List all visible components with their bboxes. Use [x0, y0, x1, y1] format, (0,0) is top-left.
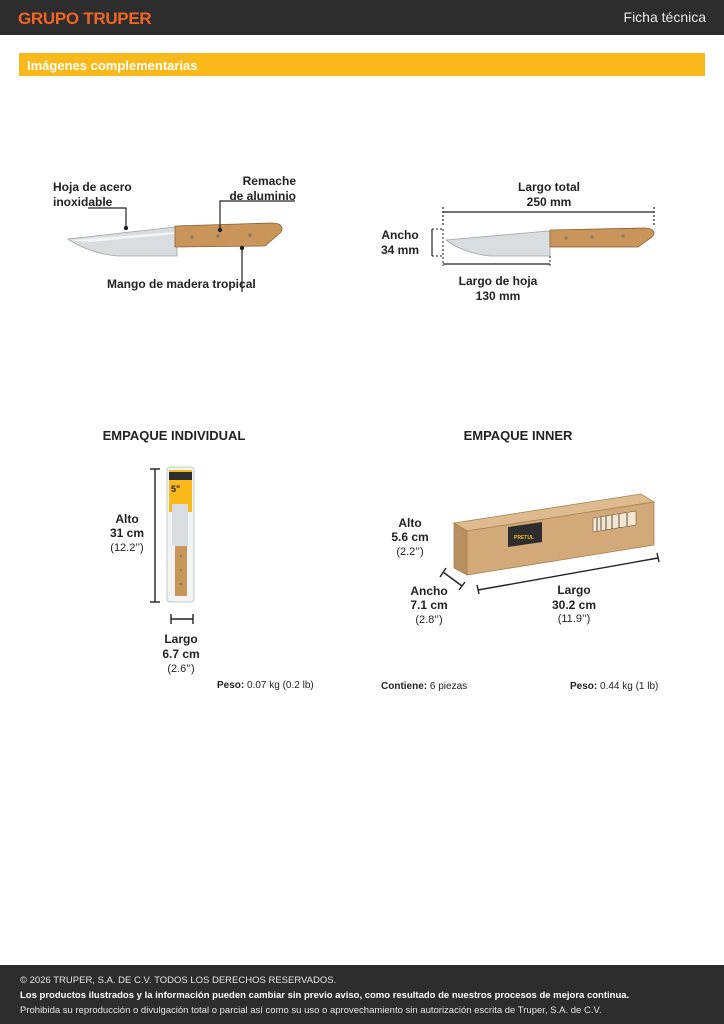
- footer: [0, 965, 724, 1024]
- individual-height-label: Alto: [115, 512, 139, 526]
- package-size-text: 5": [171, 484, 181, 494]
- document-type: Ficha técnica: [623, 9, 706, 25]
- inner-width-cm: 7.1 cm: [410, 598, 448, 612]
- blade-label-line2: inoxidable: [53, 195, 113, 209]
- section-bar: [19, 53, 705, 76]
- rivet-label-line1: Remache: [242, 174, 296, 188]
- inner-weight-value: 0.44 kg (1 lb): [600, 681, 659, 692]
- total-length-value: 250 mm: [526, 195, 572, 209]
- handle-label: Mango de madera tropical: [107, 277, 256, 291]
- inner-length-cm: 30.2 cm: [551, 598, 597, 612]
- individual-weight-value: 0.07 kg (0.2 lb): [247, 680, 314, 691]
- knife-handle-icon: [175, 223, 282, 247]
- inner-package-heading: EMPAQUE INNER: [463, 428, 573, 443]
- inner-width-label: Ancho: [410, 584, 448, 598]
- blade-length-label: Largo de hoja: [458, 274, 538, 288]
- inner-weight-label: Peso:: [570, 681, 598, 692]
- individual-weight: [217, 678, 314, 693]
- individual-length-cm: 6.7 cm: [162, 647, 200, 661]
- inner-contains-value: 6 piezas: [429, 681, 468, 692]
- individual-package-heading: EMPAQUE INDIVIDUAL: [102, 428, 246, 443]
- inner-contains-label: Contiene:: [381, 681, 428, 692]
- width-value: 34 mm: [380, 243, 420, 257]
- section-title: Imágenes complementarias: [27, 58, 198, 73]
- inner-length-in: (11.9’’): [557, 613, 591, 625]
- knife-dimensions-figure: [420, 200, 670, 275]
- inner-contains: [381, 679, 467, 694]
- footer-notice: Los productos ilustrados y la información pueden cambiar sin previo aviso, como resultado de nuestros procesos de mejora continua.: [20, 990, 630, 1001]
- blade-label-line1: Hoja de acero: [53, 180, 132, 194]
- inner-height-label: Alto: [398, 516, 422, 530]
- footer-prohibition: Prohibida su reproducción o divulgación total o parcial así como su uso o aprovechamiento sin autorización escrita de Truper, S.A. de C.V.: [20, 1005, 602, 1016]
- individual-height-cm: 31 cm: [109, 526, 145, 540]
- individual-weight-label: Peso:: [217, 680, 245, 691]
- blade-length-value: 130 mm: [475, 289, 521, 303]
- inner-length-label: Largo: [557, 583, 591, 597]
- rivet-label-line2: de aluminio: [229, 189, 296, 203]
- brand-logo: GRUPO TRUPER: [18, 9, 152, 28]
- individual-length-label: Largo: [164, 632, 198, 646]
- header-bar: [0, 0, 724, 35]
- inner-height-in: (2.2’’): [396, 546, 424, 558]
- individual-package-figure: [145, 460, 205, 625]
- inner-width-in: (2.8’’): [415, 614, 443, 626]
- inner-height-cm: 5.6 cm: [391, 530, 429, 544]
- box-brand-text: PRETUL: [514, 535, 534, 541]
- footer-copyright: © 2026 TRUPER, S.A. DE C.V. TODOS LOS DERECHOS RESERVADOS.: [20, 975, 337, 986]
- total-length-label: Largo total: [518, 180, 580, 194]
- knife-blade-icon: [68, 227, 177, 256]
- individual-length-in: (2.6’’): [167, 663, 195, 675]
- individual-height-in: (12.2’’): [110, 542, 144, 554]
- rivet-icon: [190, 235, 194, 239]
- width-label: Ancho: [381, 228, 419, 242]
- inner-weight: [570, 679, 658, 694]
